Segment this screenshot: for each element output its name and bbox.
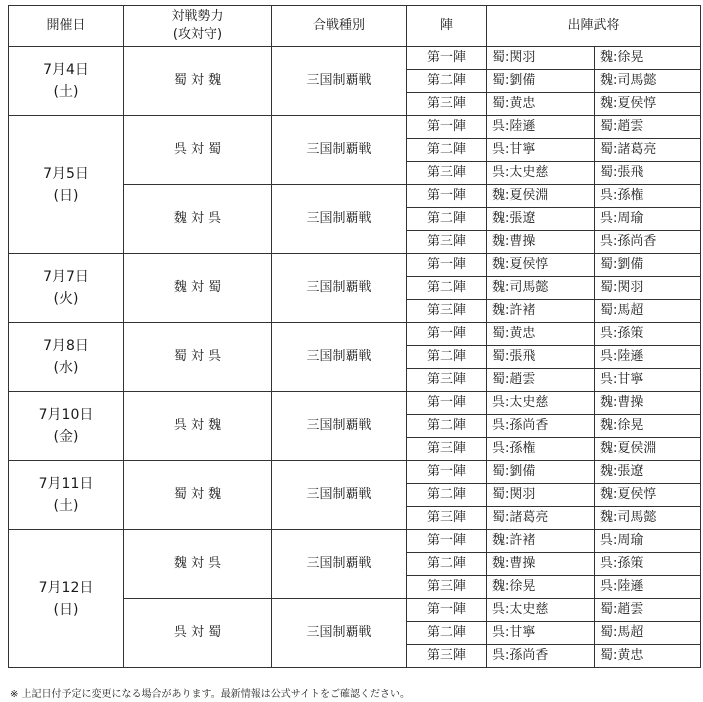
attacker-general-cell: 魏:張遼	[487, 208, 595, 231]
battle-type-cell: 三国制覇戦	[272, 47, 407, 116]
date-cell	[9, 116, 124, 254]
weekday-text: (日)	[53, 187, 79, 204]
table-row	[9, 392, 701, 415]
defender-general-cell: 呉:陸遜	[595, 346, 701, 369]
attacker-general-cell: 魏:司馬懿	[487, 277, 595, 300]
date-cell	[9, 47, 124, 116]
table-row	[9, 116, 701, 139]
date-cell	[9, 530, 124, 668]
battle-type-cell: 三国制覇戦	[272, 185, 407, 254]
header-generals: 出陣武将	[487, 6, 701, 47]
header-forces-line2: (攻対守)	[172, 27, 223, 42]
formation-cell: 第二陣	[407, 139, 487, 162]
defender-general-cell: 魏:夏侯惇	[595, 93, 701, 116]
forces-cell: 呉 対 蜀	[124, 116, 272, 185]
formation-cell: 第三陣	[407, 162, 487, 185]
date-text: 7月5日	[43, 165, 89, 182]
table-row	[9, 530, 701, 553]
formation-cell: 第二陣	[407, 70, 487, 93]
defender-general-cell: 蜀:趙雲	[595, 599, 701, 622]
defender-general-cell: 呉:孫尚香	[595, 231, 701, 254]
header-battle-type: 合戦種別	[272, 6, 407, 47]
defender-general-cell: 呉:孫策	[595, 553, 701, 576]
defender-general-cell: 呉:周瑜	[595, 530, 701, 553]
footnote: ※ 上記日付予定に変更になる場合があります。最新情報は公式サイトをご確認ください。	[10, 689, 411, 700]
formation-cell: 第一陣	[407, 323, 487, 346]
weekday-text: (火)	[53, 291, 79, 307]
battle-type-cell: 三国制覇戦	[272, 392, 407, 461]
attacker-general-cell: 魏:夏侯淵	[487, 185, 595, 208]
defender-general-cell: 蜀:黄忠	[595, 645, 701, 668]
defender-general-cell: 蜀:劉備	[595, 254, 701, 277]
attacker-general-cell: 蜀:関羽	[487, 47, 595, 70]
attacker-general-cell: 呉:太史慈	[487, 599, 595, 622]
table-row	[9, 461, 701, 484]
defender-general-cell: 魏:曹操	[595, 392, 701, 415]
attacker-general-cell: 魏:夏侯惇	[487, 254, 595, 277]
formation-cell: 第三陣	[407, 231, 487, 254]
defender-general-cell: 蜀:張飛	[595, 162, 701, 185]
attacker-general-cell: 魏:許褚	[487, 530, 595, 553]
battle-type-cell: 三国制覇戦	[272, 254, 407, 323]
attacker-general-cell: 呉:甘寧	[487, 139, 595, 162]
battle-type-cell: 三国制覇戦	[272, 530, 407, 599]
table-row	[9, 254, 701, 277]
attacker-general-cell: 蜀:黄忠	[487, 93, 595, 116]
date-text: 7月11日	[38, 476, 94, 492]
defender-general-cell: 蜀:趙雲	[595, 116, 701, 139]
formation-cell: 第三陣	[407, 507, 487, 530]
formation-cell: 第二陣	[407, 622, 487, 645]
forces-cell: 蜀 対 魏	[124, 461, 272, 530]
defender-general-cell: 蜀:諸葛亮	[595, 139, 701, 162]
attacker-general-cell: 魏:曹操	[487, 553, 595, 576]
battle-type-cell: 三国制覇戦	[272, 599, 407, 668]
header-row	[9, 6, 701, 47]
attacker-general-cell: 呉:孫権	[487, 438, 595, 461]
battle-type-cell: 三国制覇戦	[272, 116, 407, 185]
date-text: 7月12日	[38, 579, 94, 596]
schedule-table	[8, 5, 701, 668]
formation-cell: 第二陣	[407, 484, 487, 507]
defender-general-cell: 魏:張遼	[595, 461, 701, 484]
forces-cell: 蜀 対 呉	[124, 323, 272, 392]
attacker-general-cell: 魏:徐晃	[487, 576, 595, 599]
date-text: 7月8日	[43, 338, 89, 354]
defender-general-cell: 呉:周瑜	[595, 208, 701, 231]
defender-general-cell: 呉:孫策	[595, 323, 701, 346]
date-text: 7月10日	[38, 407, 94, 423]
date-text: 7月7日	[43, 269, 89, 285]
weekday-text: (水)	[53, 360, 79, 376]
header-formation: 陣	[407, 6, 487, 47]
attacker-general-cell: 蜀:張飛	[487, 346, 595, 369]
weekday-text: (日)	[53, 601, 79, 618]
formation-cell: 第三陣	[407, 93, 487, 116]
formation-cell: 第三陣	[407, 300, 487, 323]
date-text: 7月4日	[43, 62, 89, 78]
attacker-general-cell: 蜀:関羽	[487, 484, 595, 507]
formation-cell: 第一陣	[407, 599, 487, 622]
forces-cell: 呉 対 魏	[124, 392, 272, 461]
header-forces	[124, 6, 272, 47]
battle-type-cell: 三国制覇戦	[272, 461, 407, 530]
date-cell	[9, 323, 124, 392]
defender-general-cell: 魏:徐晃	[595, 415, 701, 438]
header-forces-line1: 対戦勢力	[171, 9, 224, 24]
date-cell	[9, 392, 124, 461]
attacker-general-cell: 蜀:劉備	[487, 70, 595, 93]
forces-cell: 呉 対 蜀	[124, 599, 272, 668]
formation-cell: 第一陣	[407, 185, 487, 208]
weekday-text: (金)	[53, 429, 79, 445]
defender-general-cell: 魏:司馬懿	[595, 507, 701, 530]
formation-cell: 第一陣	[407, 47, 487, 70]
defender-general-cell: 呉:甘寧	[595, 369, 701, 392]
defender-general-cell: 蜀:関羽	[595, 277, 701, 300]
attacker-general-cell: 呉:太史慈	[487, 162, 595, 185]
forces-cell: 魏 対 呉	[124, 530, 272, 599]
formation-cell: 第一陣	[407, 392, 487, 415]
defender-general-cell: 蜀:馬超	[595, 300, 701, 323]
table-row	[9, 47, 701, 70]
attacker-general-cell: 魏:許褚	[487, 300, 595, 323]
attacker-general-cell: 呉:陸遜	[487, 116, 595, 139]
date-cell	[9, 461, 124, 530]
formation-cell: 第三陣	[407, 438, 487, 461]
attacker-general-cell: 魏:曹操	[487, 231, 595, 254]
formation-cell: 第二陣	[407, 208, 487, 231]
formation-cell: 第三陣	[407, 576, 487, 599]
attacker-general-cell: 呉:甘寧	[487, 622, 595, 645]
table-row	[9, 323, 701, 346]
formation-cell: 第二陣	[407, 346, 487, 369]
defender-general-cell: 魏:夏侯惇	[595, 484, 701, 507]
formation-cell: 第三陣	[407, 369, 487, 392]
attacker-general-cell: 蜀:諸葛亮	[487, 507, 595, 530]
defender-general-cell: 蜀:馬超	[595, 622, 701, 645]
formation-cell: 第二陣	[407, 415, 487, 438]
formation-cell: 第一陣	[407, 254, 487, 277]
formation-cell: 第二陣	[407, 553, 487, 576]
attacker-general-cell: 蜀:劉備	[487, 461, 595, 484]
attacker-general-cell: 呉:孫尚香	[487, 645, 595, 668]
formation-cell: 第一陣	[407, 530, 487, 553]
forces-cell: 魏 対 呉	[124, 185, 272, 254]
attacker-general-cell: 呉:太史慈	[487, 392, 595, 415]
formation-cell: 第一陣	[407, 116, 487, 139]
forces-cell: 魏 対 蜀	[124, 254, 272, 323]
defender-general-cell: 魏:司馬懿	[595, 70, 701, 93]
date-cell	[9, 254, 124, 323]
weekday-text: (土)	[53, 498, 79, 514]
forces-cell: 蜀 対 魏	[124, 47, 272, 116]
defender-general-cell: 魏:夏侯淵	[595, 438, 701, 461]
attacker-general-cell: 呉:孫尚香	[487, 415, 595, 438]
formation-cell: 第三陣	[407, 645, 487, 668]
header-date: 開催日	[9, 6, 124, 47]
formation-cell: 第二陣	[407, 277, 487, 300]
weekday-text: (土)	[53, 84, 79, 100]
attacker-general-cell: 蜀:黄忠	[487, 323, 595, 346]
defender-general-cell: 呉:陸遜	[595, 576, 701, 599]
defender-general-cell: 魏:徐晃	[595, 47, 701, 70]
schedule-body	[9, 47, 701, 668]
attacker-general-cell: 蜀:趙雲	[487, 369, 595, 392]
defender-general-cell: 呉:孫権	[595, 185, 701, 208]
formation-cell: 第一陣	[407, 461, 487, 484]
battle-type-cell: 三国制覇戦	[272, 323, 407, 392]
